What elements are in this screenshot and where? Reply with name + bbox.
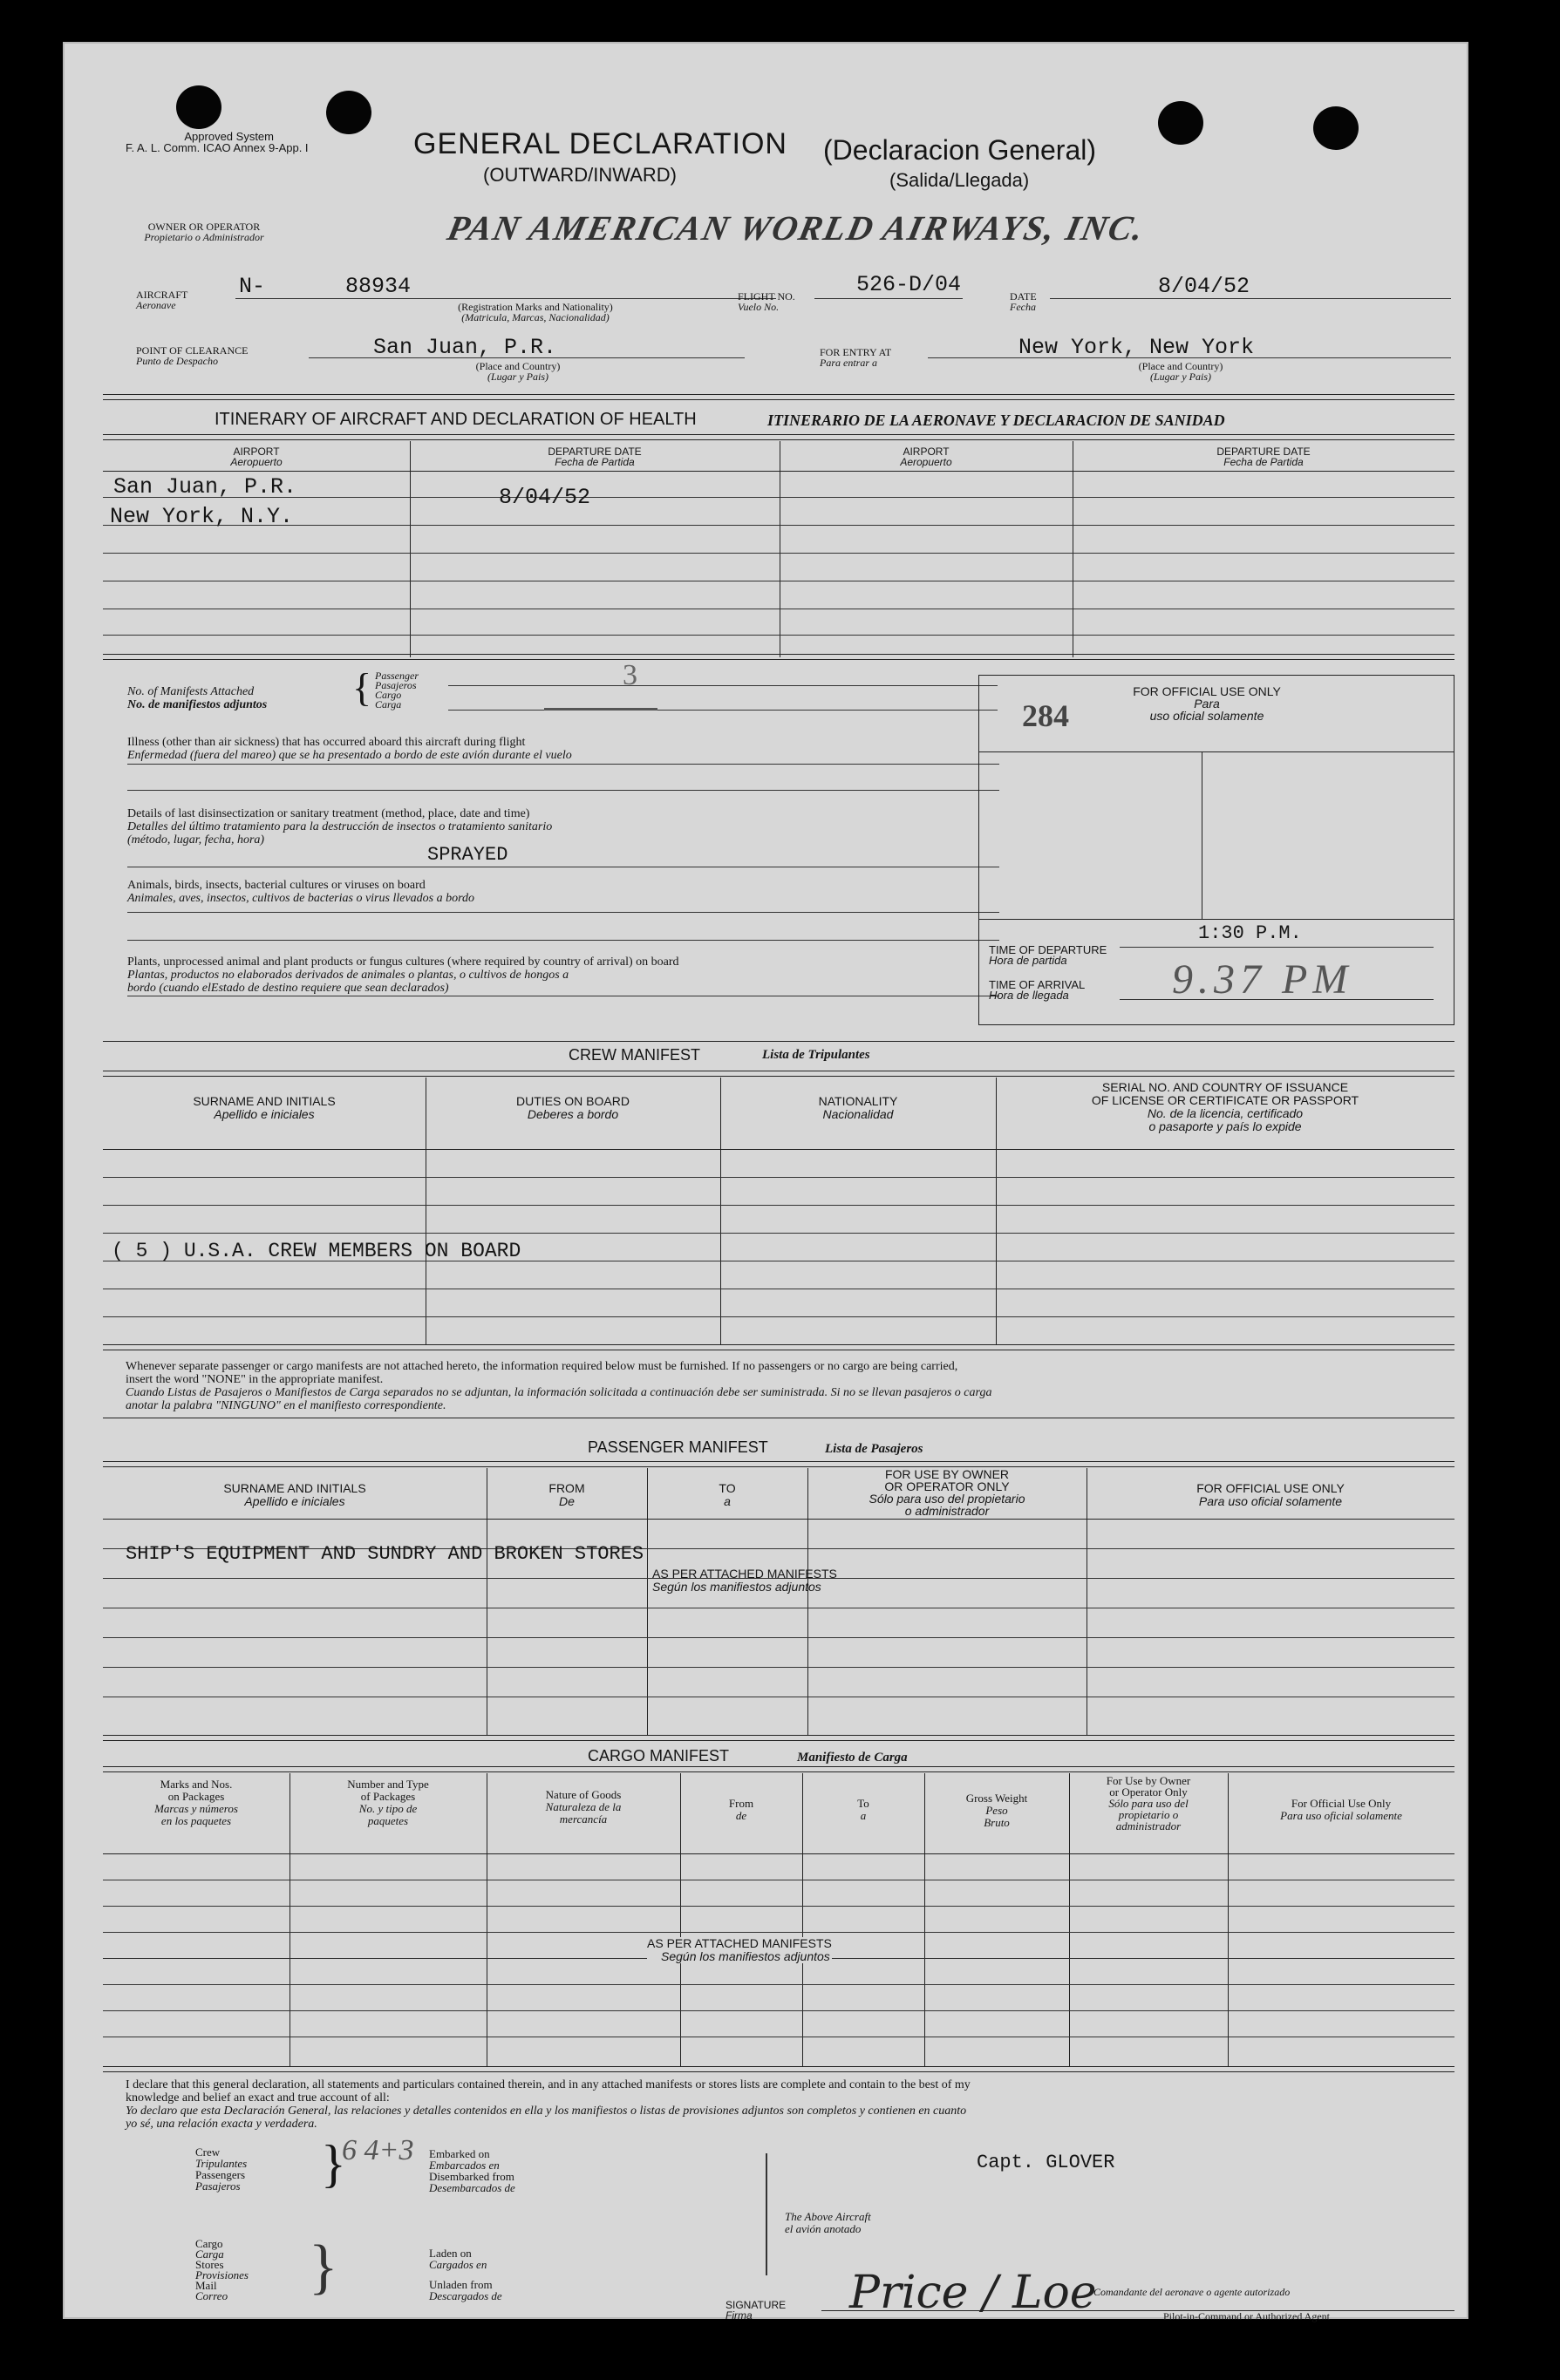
departure-time: 1:30 P.M. (1198, 922, 1302, 944)
notice-text: Whenever separate passenger or cargo manifests are not attached hereto, the information required below must be furnished. If no passengers or no cargo are being carried, insert the word "NONE" in the appropriate manifest. Cuando Listas de Pasajeros o Manifiestos de Carga separados no se adjuntan, la información solicitada a continuación debe ser suministrada. Si no se llevan pasajeros o carga anotar la palabra "NINGUNO" en el manifiesto correspondiente. (126, 1360, 992, 1412)
disinsect-value: SPRAYED (427, 844, 508, 866)
punch-hole (326, 91, 371, 134)
manifest-types: Passenger Pasajeros Cargo Carga (375, 670, 419, 711)
entry-sub: (Place and Country) (Lugar y Pais) (1138, 360, 1223, 383)
cargo-attached: AS PER ATTACHED MANIFESTS Según los manifiestos adjuntos (647, 1936, 832, 1963)
itinerary-title: ITINERARY OF AIRCRAFT AND DECLARATION OF HEALTH (215, 410, 697, 429)
passenger-manifest-count: 3 (623, 659, 637, 691)
brace: { (352, 665, 372, 710)
cargo-col-official: For Official Use Only Para uso oficial solamente (1280, 1797, 1402, 1822)
flight-date: 8/04/52 (1158, 274, 1250, 299)
plants-label: Plants, unprocessed animal and plant products or fungus cultures (where required by country of arrival) on board Plantas, productos no elaborados derivados de animales o plantas, o cultivos de hongos a bordo (cuando elEstado de destino requiere que sean declarados) (127, 955, 679, 995)
embark-labels: Embarked on Embarcados en Disembarked from Desembarcados de (429, 2147, 515, 2194)
signature-label: SIGNATURE Firma (726, 2299, 787, 2322)
itinerary-title-es: ITINERARIO DE LA AERONAVE Y DECLARACION DE SANIDAD (767, 411, 1225, 429)
declaration-text: I declare that this general declaration, all statements and particulars contained therein, and in any attached manifests or stores lists are complete and contain to the best of my knowledge and belief an exact and true account of all: Yo declaro que esta Declaración General, las relaciones y detalles contenidos en ella y los manifiestos o listas de provisiones adjuntos son completos y contienen en cuanto yo sé, una relación exacta y verdadera. (126, 2078, 971, 2131)
col-departure-2: DEPARTURE DATE Fecha de Partida (1216, 445, 1311, 468)
aircraft-prefix: N- (239, 274, 266, 299)
punch-hole (1313, 106, 1359, 150)
itinerary-date: 8/04/52 (499, 485, 591, 510)
departure-time-label: TIME OF DEPARTURE Hora de partida (989, 943, 1107, 967)
aircraft-registration: 88934 (345, 274, 412, 299)
official-use-title: FOR OFFICIAL USE ONLY Para uso oficial solamente (1133, 684, 1281, 723)
cargo-col-from: From de (728, 1797, 754, 1822)
cargo-title-es: Manifiesto de Carga (797, 1751, 908, 1765)
aircraft-label: AIRCRAFT Aeronave (136, 289, 188, 311)
crew-col-surname: SURNAME AND INITIALS Apellido e iniciales (193, 1094, 336, 1121)
crew-col-license: SERIAL NO. AND COUNTRY OF ISSUANCE OF LICENSE OR CERTIFICATE OR PASSPORT No. de la licencia, certificado o pasaporte y país lo expide (1091, 1080, 1359, 1133)
brace: } (309, 2234, 338, 2301)
clearance-label: POINT OF CLEARANCE Punto de Despacho (136, 344, 249, 367)
date-label: DATE Fecha (1010, 290, 1037, 313)
above-aircraft-label: The Above Aircraft el avión anotado (785, 2210, 871, 2235)
arrival-time-label: TIME OF ARRIVAL Hora de llegada (989, 978, 1086, 1002)
cargo-col-to: To a (857, 1797, 869, 1822)
passenger-title-es: Lista de Pasajeros (825, 1442, 923, 1456)
cargo-labels: Cargo Carga Stores Provisiones Mail Correo (195, 2237, 249, 2302)
crew-pax-labels: Crew Tripulantes Passengers Pasajeros (195, 2145, 248, 2193)
passenger-col-owner: FOR USE BY OWNER OR OPERATOR ONLY Sólo para uso del propietario o administrador (869, 1467, 1025, 1518)
form-title-es: (Declaracion General) (823, 134, 1097, 166)
clearance-sub: (Place and Country) (Lugar y Pais) (475, 360, 561, 383)
passenger-col-to: TO a (719, 1481, 736, 1508)
itinerary-airport: San Juan, P.R. (113, 474, 297, 500)
passenger-col-surname: SURNAME AND INITIALS Apellido e iniciales (223, 1481, 366, 1508)
illness-label: Illness (other than air sickness) that has occurred aboard this aircraft during flight Enfermedad (fuera del mareo) que se ha presentado a bordo de este avión durante el vuelo (127, 736, 572, 762)
flight-label: FLIGHT NO. Vuelo No. (738, 290, 795, 313)
passenger-title: PASSENGER MANIFEST (588, 1438, 768, 1456)
operator-name: PAN AMERICAN WORLD AIRWAYS, INC. (444, 208, 1149, 248)
owner-label: OWNER OR OPERATOR Propietario o Administrador (144, 221, 264, 243)
animals-label: Animals, birds, insects, bacterial cultures or viruses on board Animales, aves, insectos, cultivos de bacterias o virus llevados a bordo (127, 879, 475, 905)
handwritten-count: 6 4+3 (342, 2134, 414, 2166)
cargo-col-marks: Marks and Nos. on Packages Marcas y números en los paquetes (154, 1778, 238, 1827)
entry-place: New York, New York (1018, 335, 1255, 360)
passenger-attached: AS PER ATTACHED MANIFESTS Según los manifiestos adjuntos (652, 1567, 837, 1594)
crew-title: CREW MANIFEST (569, 1046, 700, 1064)
crew-title-es: Lista de Tripulantes (762, 1048, 870, 1062)
commander-label-es: Comandante del aeronave o agente autorizado (1093, 2286, 1291, 2298)
cargo-title: CARGO MANIFEST (588, 1747, 730, 1765)
cargo-col-owner: For Use by Owner or Operator Only Sólo para uso del propietario o administrador (1106, 1774, 1191, 1833)
passenger-entry: SHIP'S EQUIPMENT AND SUNDRY AND BROKEN STORES (126, 1543, 644, 1565)
entry-label: FOR ENTRY AT Para entrar a (820, 346, 892, 369)
passenger-col-from: FROM De (548, 1481, 585, 1508)
manifests-label: No. of Manifests Attached No. de manifiestos adjuntos (127, 685, 268, 711)
col-departure: DEPARTURE DATE Fecha de Partida (548, 445, 642, 468)
punch-hole (176, 85, 221, 129)
captain-name: Capt. GLOVER (977, 2152, 1115, 2173)
form-title-sub: (OUTWARD/INWARD) (483, 164, 677, 186)
passenger-col-official: FOR OFFICIAL USE ONLY Para uso oficial solamente (1196, 1481, 1345, 1508)
cargo-col-weight: Gross Weight Peso Bruto (965, 1792, 1028, 1829)
disinsect-label: Details of last disinsectization or sanitary treatment (method, place, date and time) Detalles del último tratamiento para la destrucción de insectos o tratamiento sanitario (método, lugar, fecha, hora) (127, 807, 553, 847)
cargo-col-nature: Nature of Goods Naturaleza de la mercancía (545, 1788, 622, 1826)
punch-hole (1158, 101, 1203, 145)
cargo-col-packages: Number and Type of Packages No. y tipo de paquetes (347, 1778, 429, 1827)
flight-number: 526-D/04 (856, 272, 962, 297)
approved-system-note: Approved System F. A. L. Comm. ICAO Annex 9-App. I (126, 130, 309, 154)
general-declaration-form (63, 42, 1468, 2322)
col-airport-2: AIRPORT Aeropuerto (900, 445, 952, 468)
aircraft-sub: (Registration Marks and Nationality) (Matricula, Marcas, Nacionalidad) (458, 301, 613, 323)
arrival-time: 9.37 PM (1172, 956, 1353, 1003)
form-title-es-sub: (Salida/Llegada) (889, 169, 1030, 191)
commander-label: Pilot-in-Command or Authorized Agent (1163, 2310, 1330, 2322)
col-airport: AIRPORT Aeropuerto (230, 445, 283, 468)
official-stamp-number: 284 (1022, 698, 1069, 733)
itinerary-airport: New York, N.Y. (110, 504, 294, 529)
brace: } (321, 2135, 346, 2193)
crew-col-nationality: NATIONALITY Nacionalidad (818, 1094, 898, 1121)
crew-col-duties: DUTIES ON BOARD Deberes a bordo (516, 1094, 630, 1121)
signature-mark: Price / Loe (849, 2267, 1097, 2319)
crew-entry: ( 5 ) U.S.A. CREW MEMBERS ON BOARD (112, 1240, 521, 1262)
laden-labels: Laden on Cargados en Unladen from Descargados de (429, 2247, 502, 2302)
clearance-place: San Juan, P.R. (373, 335, 557, 360)
form-title: GENERAL DECLARATION (413, 127, 787, 160)
